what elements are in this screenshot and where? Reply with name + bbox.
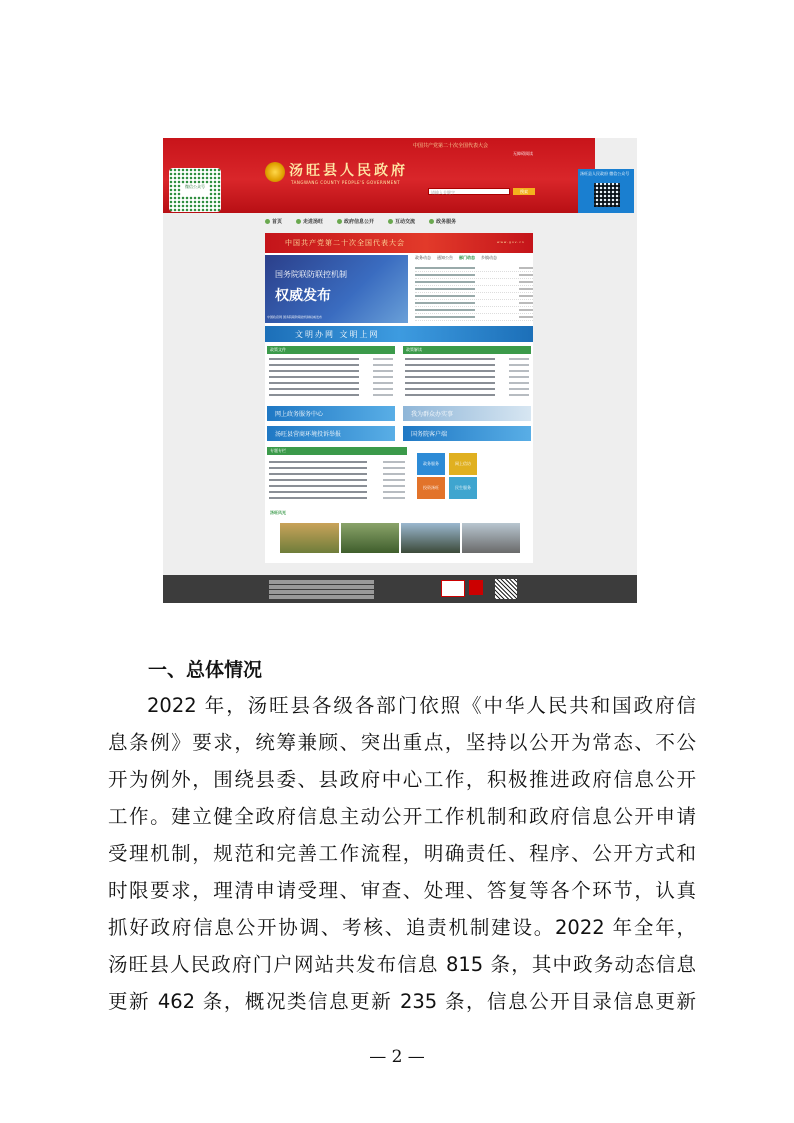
news-list (415, 265, 533, 321)
site-content (265, 233, 533, 563)
congress-banner-text: 中国共产党第二十次全国代表大会 (413, 143, 489, 149)
promo-banner-3: 汤旺县营商环境投诉举报 (267, 426, 395, 441)
interpretation-header: 政策解读 (403, 346, 531, 354)
promo-banner-1: 网上政务服务中心 (267, 406, 395, 421)
qr-right-label: 汤旺县人民政府 微信公众号 (580, 171, 630, 176)
paragraph-line: 时限要求，理清申请受理、审查、处理、答复等各个环节，认真 (108, 879, 696, 902)
ribbon-text: 中国共产党第二十次全国代表大会 (285, 239, 405, 247)
ribbon-url: www.gov.cn (497, 240, 525, 244)
news-tab: 部门动态 (459, 255, 475, 260)
nav-item-service: 政务服务 (429, 218, 456, 230)
paragraph-line: 开为例外，围绕县委、县政府中心工作，积极推进政府信息公开 (108, 768, 696, 791)
scenery-header: 汤旺风光 (267, 509, 531, 517)
congress-ribbon (265, 233, 533, 253)
qr-left-label: 微信公众号 (181, 184, 209, 196)
nav-item-interact: 互动交流 (388, 218, 415, 230)
site-footer (163, 575, 637, 603)
nav-item-home: 首页 (265, 218, 282, 230)
nav-item-about: 走进汤旺 (296, 218, 323, 230)
paragraph-line: 抓好政府信息公开协调、考核、追责机制建设。2022 年全年， (108, 916, 696, 939)
promo-banner-4: 国务院客户端 (403, 426, 531, 441)
qr-code-left (169, 168, 221, 212)
tile: 网上信访 (449, 453, 477, 475)
accessibility-link: 无障碍阅读 (513, 151, 533, 156)
paragraph-line: 息条例》要求，统筹兼顾、突出重点，坚持以公开为常态、不公 (108, 731, 696, 754)
tile: 政务服务 (417, 453, 445, 475)
special-header: 专题专栏 (267, 447, 407, 455)
news-tabs (415, 255, 533, 261)
strip-text: 文明办网 文明上网 (295, 330, 380, 339)
news-tab: 乡镇动态 (481, 255, 497, 260)
site-nav (265, 218, 535, 230)
news-tab: 政务动态 (415, 255, 431, 260)
gov-badge-icon (441, 580, 465, 597)
section-heading: 一、总体情况 (148, 659, 263, 681)
paragraph-line: 汤旺县人民政府门户网站共发布信息 815 条，其中政务动态信息 (108, 953, 696, 976)
page-number: — 2 — (369, 1047, 425, 1067)
interpretation-list (403, 356, 531, 398)
hero-line1: 国务院联防联控机制 (275, 270, 347, 279)
national-emblem-icon (265, 162, 285, 182)
qr-code-right (578, 169, 634, 213)
hero-image (265, 255, 408, 323)
paragraph-line: 2022 年，汤旺县各级各部门依照《中华人民共和国政府信 (147, 694, 696, 717)
paragraph-line: 受理机制，规范和完善工作流程，明确责任、程序、公开方式和 (108, 842, 696, 865)
qr-code-icon (594, 183, 620, 207)
civility-strip (265, 326, 533, 342)
site-search-input: 请输入关键字 (428, 188, 510, 195)
promo-banner-2: 我为群众办实事 (403, 406, 531, 421)
tile: 投资汤旺 (417, 477, 445, 499)
party-badge-icon (469, 580, 483, 595)
news-tab: 通知公告 (437, 255, 453, 260)
site-title: 汤旺县人民政府 (289, 163, 408, 179)
paragraph-line: 工作。建立健全政府信息主动公开工作机制和政府信息公开申请 (108, 805, 696, 828)
nav-item-info: 政府信息公开 (337, 218, 374, 230)
hero-line2: 权威发布 (275, 288, 331, 304)
site-banner (163, 138, 595, 213)
footer-qr-icon (495, 579, 517, 599)
body-paragraph (108, 687, 696, 1020)
paragraph-line: 更新 462 条，概况类信息更新 235 条，信息公开目录信息更新 (108, 990, 696, 1013)
service-tiles (415, 451, 533, 501)
policy-list (267, 356, 395, 398)
policy-header: 政策文件 (267, 346, 395, 354)
hero-caption: 中国政府网 国务院联防联控机制权威发布 (267, 315, 322, 319)
website-screenshot (163, 138, 637, 603)
site-search-button: 搜索 (513, 188, 535, 195)
special-list (267, 459, 407, 501)
site-subtitle: TANGWANG COUNTY PEOPLE'S GOVERNMENT (291, 180, 401, 185)
scenery-photos (280, 523, 520, 553)
tile: 民生服务 (449, 477, 477, 499)
